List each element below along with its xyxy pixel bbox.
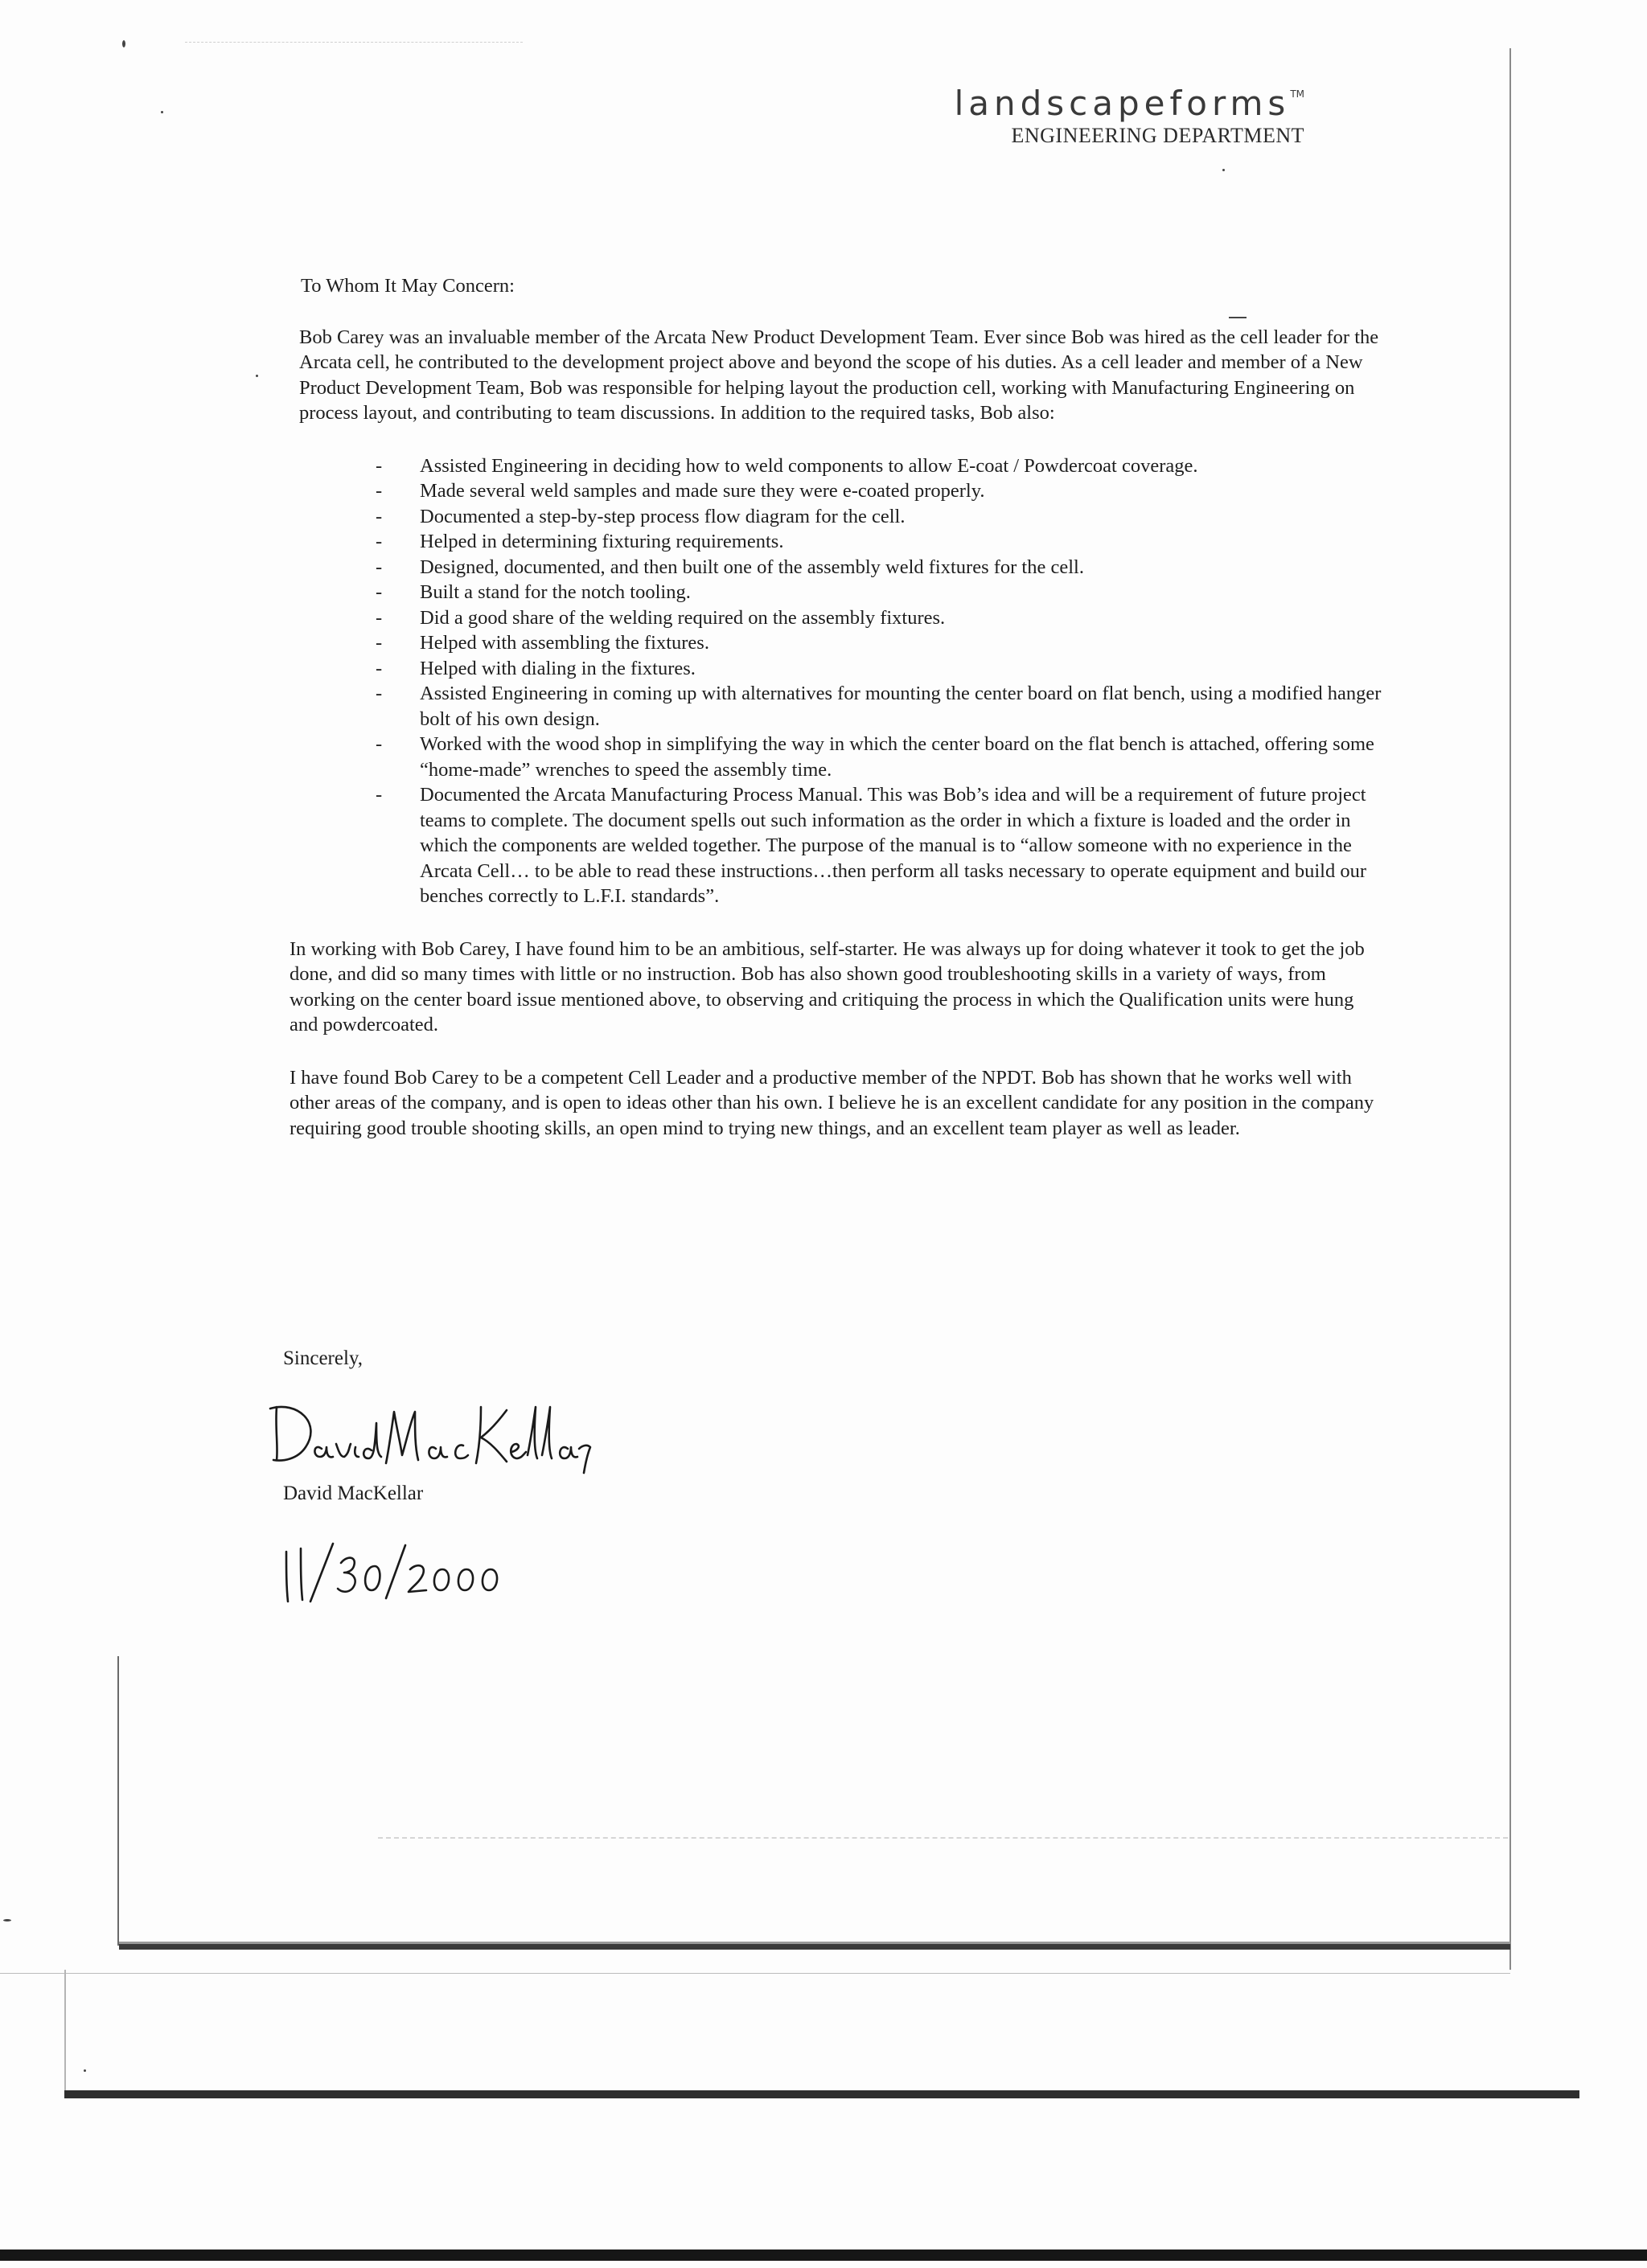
scan-artifact-top-line (185, 42, 523, 43)
letter-body (290, 273, 1383, 1168)
scan-speck (122, 40, 125, 47)
list-item: - Built a stand for the notch tooling. (376, 581, 691, 603)
signature-drawing (265, 1383, 603, 1479)
list-item: - Designed, documented, and then built one of the assembly weld fixtures for the cell. (376, 556, 1084, 578)
closing: Sincerely, (283, 1347, 363, 1369)
signer-name: David MacKellar (283, 1483, 424, 1504)
recommendation-paragraph: I have found Bob Carey to be a competent Cell Leader and a productive member of the NPDT. Bob has shown that he works well with other areas of the company, and is open to ideas other than his own. I believe he is an excellent candidate for any position in the company requiring good trouble shooting skills, an open mind to trying new things, and an excellent team player as well as leader. (290, 1066, 1374, 1139)
scan-speck (256, 375, 258, 377)
list-item: - Documented the Arcata Manufacturing Process Manual. This was Bob’s idea and will be a requirement of future project teams to complete. The document spells out such information as the order in which a fixture is loaded and the order in which the components are welded together. The purpose of the manual is to “allow someone with no experience in the Arcata Cell… to be able to read these instructions…then perform all tasks necessary to operate equipment and build our benches correctly to L.F.I. standards”. (376, 784, 1366, 907)
scan-artifact-left-edge (117, 1656, 119, 1946)
scan-speck (1222, 169, 1225, 171)
list-item: - Helped with assembling the fixtures. (376, 632, 709, 654)
scan-artifact-lower-rule (64, 2090, 1579, 2098)
scan-speck (161, 111, 163, 113)
letterhead (954, 84, 1304, 148)
company-logo: landscapeforms™ (954, 84, 1304, 123)
intro-paragraph: Bob Carey was an invaluable member of the Arcata New Product Development Team. Ever since Bob was hired as the cell leader for the Arcata cell, he contributed to the development project above and beyond the scope of his duties. As a cell leader and member of a New Product Development Team, Bob was responsible for helping layout the production cell, working with Manufacturing Engineering on process layout, and contributing to team discussions. In addition to the required tasks, Bob also: (299, 326, 1379, 424)
scan-artifact-bottom-rule (119, 1944, 1510, 1950)
scan-artifact-faint-line (0, 1973, 1510, 1974)
department-name: ENGINEERING DEPARTMENT (1011, 124, 1304, 147)
list-item: - Assisted Engineering in deciding how to weld components to allow E-coat / Powdercoat coverage. (376, 454, 1198, 477)
scan-speck (84, 2069, 86, 2072)
date-drawing (273, 1534, 515, 1606)
handwritten-date (273, 1534, 515, 1606)
scan-artifact-right-edge (1509, 48, 1511, 1970)
accomplishments-list (290, 453, 1383, 909)
handwritten-signature (265, 1383, 603, 1479)
list-item: - Helped in determining fixturing requirements. (376, 531, 784, 552)
evaluation-paragraph: In working with Bob Carey, I have found him to be an ambitious, self-starter. He was always up for doing whatever it took to get the job done, and did so many times with little or no instruction. Bob has also shown good troubleshooting skills in a variety of ways, from working on the center board issue mentioned above, to observing and critiquing the process in which the Qualification units were hung and powdercoated. (290, 937, 1365, 1036)
scan-artifact-faint-edge (64, 1970, 66, 2092)
scan-artifact-page-edge (0, 2250, 1647, 2261)
scan-artifact-dashed-line (378, 1837, 1508, 1839)
scan-speck (3, 1919, 11, 1921)
list-item: - Did a good share of the welding required on the assembly fixtures. (376, 606, 946, 629)
list-item: - Worked with the wood shop in simplifying the way in which the center board on the flat bench is attached, offering some “home-made” wrenches to speed the assembly time. (376, 733, 1374, 781)
list-item: - Assisted Engineering in coming up with alternatives for mounting the center board on flat bench, using a modified hanger bolt of his own design. (376, 683, 1382, 730)
list-item: - Documented a step-by-step process flow diagram for the cell. (376, 505, 906, 527)
salutation: To Whom It May Concern: (301, 275, 515, 297)
list-item: - Helped with dialing in the fixtures. (376, 657, 696, 679)
list-item: - Made several weld samples and made sure they were e-coated properly. (376, 480, 985, 502)
